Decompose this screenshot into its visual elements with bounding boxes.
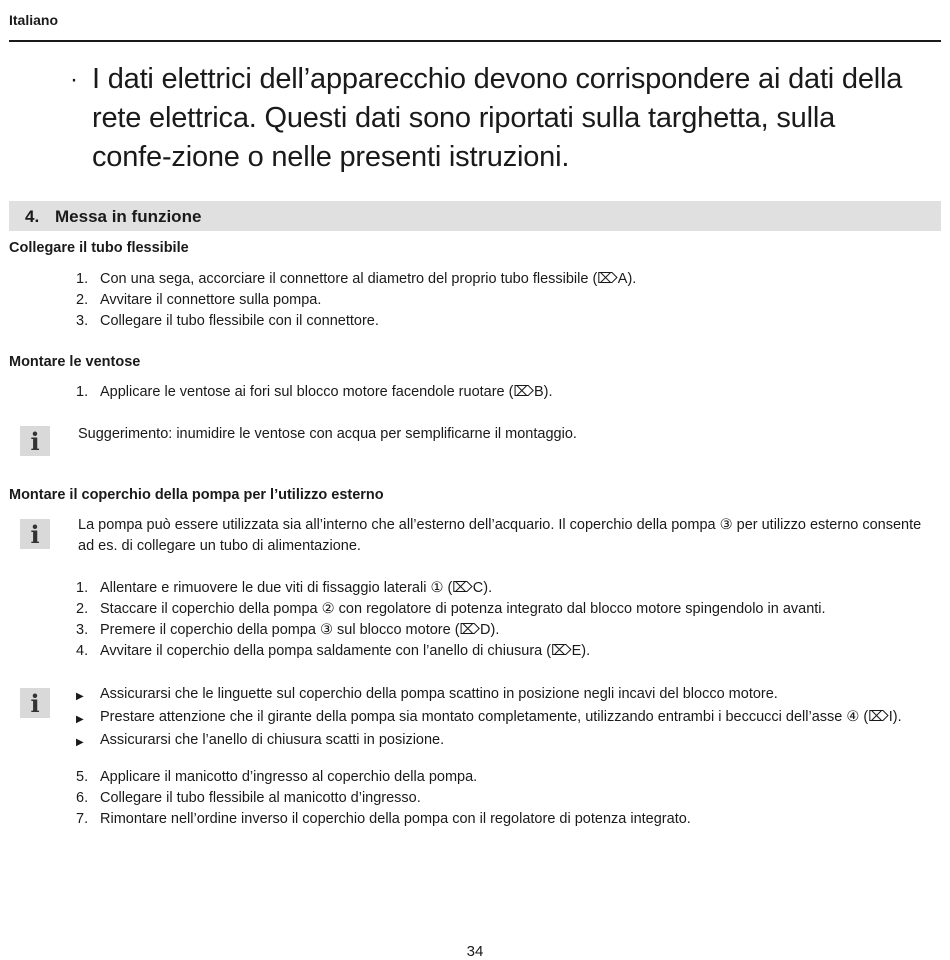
list-item: [76, 767, 691, 788]
page-number: 34: [466, 943, 484, 960]
list-item: [76, 809, 691, 830]
triangle-bullet-icon: ▶: [76, 714, 84, 725]
list-item: [76, 599, 826, 620]
section-header: [9, 201, 941, 231]
item-text: Staccare il coperchio della pompa ② con regolatore di potenza integrato dal blocco motore spingendolo in avanti.: [100, 601, 826, 617]
item-text: Rimontare nell’ordine inverso il coperchio della pompa con il regolatore di potenza integrato.: [100, 811, 691, 827]
info-text: La pompa può essere utilizzata sia all’interno che all’esterno dell’acquario. Il coperchio della pompa ③ per utilizzo esterno consente ad es. di collegare un tubo di alimentazione.: [78, 517, 922, 554]
item-text: Applicare le ventose ai fori sul blocco motore facendole ruotare (⌦B).: [100, 384, 553, 400]
list-item: [76, 269, 636, 290]
item-text: Con una sega, accorciare il connettore al diametro del proprio tubo flessibile (⌦A).: [100, 271, 637, 287]
item-number: 6.: [76, 790, 89, 806]
list-item: [76, 620, 826, 641]
item-number: 3.: [76, 622, 89, 638]
list-coperchio-steps-continued: [76, 767, 691, 830]
list-coperchio-steps: [76, 578, 826, 662]
item-text: Prestare attenzione che il girante della pompa sia montato completamente, utilizzando entrambi i beccucci dell’asse ④ (⌦I).: [100, 709, 902, 725]
list-item: [76, 311, 636, 332]
item-text: Allentare e rimuovere le due viti di fissaggio laterali ① (⌦C).: [100, 580, 493, 596]
list-item: [76, 641, 826, 662]
item-text: Avvitare il coperchio della pompa saldamente con l’anello di chiusura (⌦E).: [100, 643, 591, 659]
intro-bullet-item: [70, 60, 920, 177]
item-text: Applicare il manicotto d’ingresso al coperchio della pompa.: [100, 769, 478, 785]
list-item: [76, 788, 691, 809]
list-ventose: [76, 382, 553, 403]
info-icon: i: [20, 519, 50, 549]
info-icon: i: [20, 426, 50, 456]
tip-text: Suggerimento: inumidire le ventose con acqua per semplificarne il montaggio.: [78, 426, 577, 442]
bullet-dot: ·: [70, 66, 78, 93]
item-number: 1.: [76, 384, 89, 400]
item-number: 5.: [76, 769, 89, 785]
section-number: 4.: [25, 207, 40, 226]
list-notes: [76, 684, 902, 753]
list-item: [76, 684, 902, 707]
item-number: 1.: [76, 580, 89, 596]
item-text: Assicurarsi che l’anello di chiusura scatti in posizione.: [100, 732, 445, 748]
intro-text: I dati elettrici dell’apparecchio devono corrispondere ai dati della rete elettrica. Questi dati sono riportati sulla targhetta, sulla confe-zione o nelle presenti istruzioni.: [92, 63, 903, 173]
list-item: [76, 707, 902, 730]
section-title: Messa in funzione: [55, 207, 202, 226]
info-icon: i: [20, 688, 50, 718]
list-item: [76, 290, 636, 311]
list-item: [76, 730, 902, 753]
heading-coperchio: Montare il coperchio della pompa per l’utilizzo esterno: [9, 487, 384, 503]
list-item: [76, 382, 553, 403]
header-language: Italiano: [9, 12, 59, 28]
list-tubo: [76, 269, 636, 332]
heading-tubo: Collegare il tubo flessibile: [9, 240, 189, 256]
triangle-bullet-icon: ▶: [76, 691, 84, 702]
item-text: Avvitare il connettore sulla pompa.: [100, 292, 322, 308]
item-number: 1.: [76, 271, 89, 287]
header-divider: [9, 40, 941, 42]
item-number: 7.: [76, 811, 89, 827]
item-text: Collegare il tubo flessibile al manicotto d’ingresso.: [100, 790, 421, 806]
item-number: 3.: [76, 313, 89, 329]
item-text: Assicurarsi che le linguette sul coperchio della pompa scattino in posizione negli incavi del blocco motore.: [100, 686, 778, 702]
triangle-bullet-icon: ▶: [76, 737, 84, 748]
item-text: Premere il coperchio della pompa ③ sul blocco motore (⌦D).: [100, 622, 500, 638]
item-text: Collegare il tubo flessibile con il connettore.: [100, 313, 379, 329]
item-number: 2.: [76, 601, 89, 617]
heading-ventose: Montare le ventose: [9, 354, 141, 370]
item-number: 4.: [76, 643, 89, 659]
list-item: [76, 578, 826, 599]
item-number: 2.: [76, 292, 89, 308]
